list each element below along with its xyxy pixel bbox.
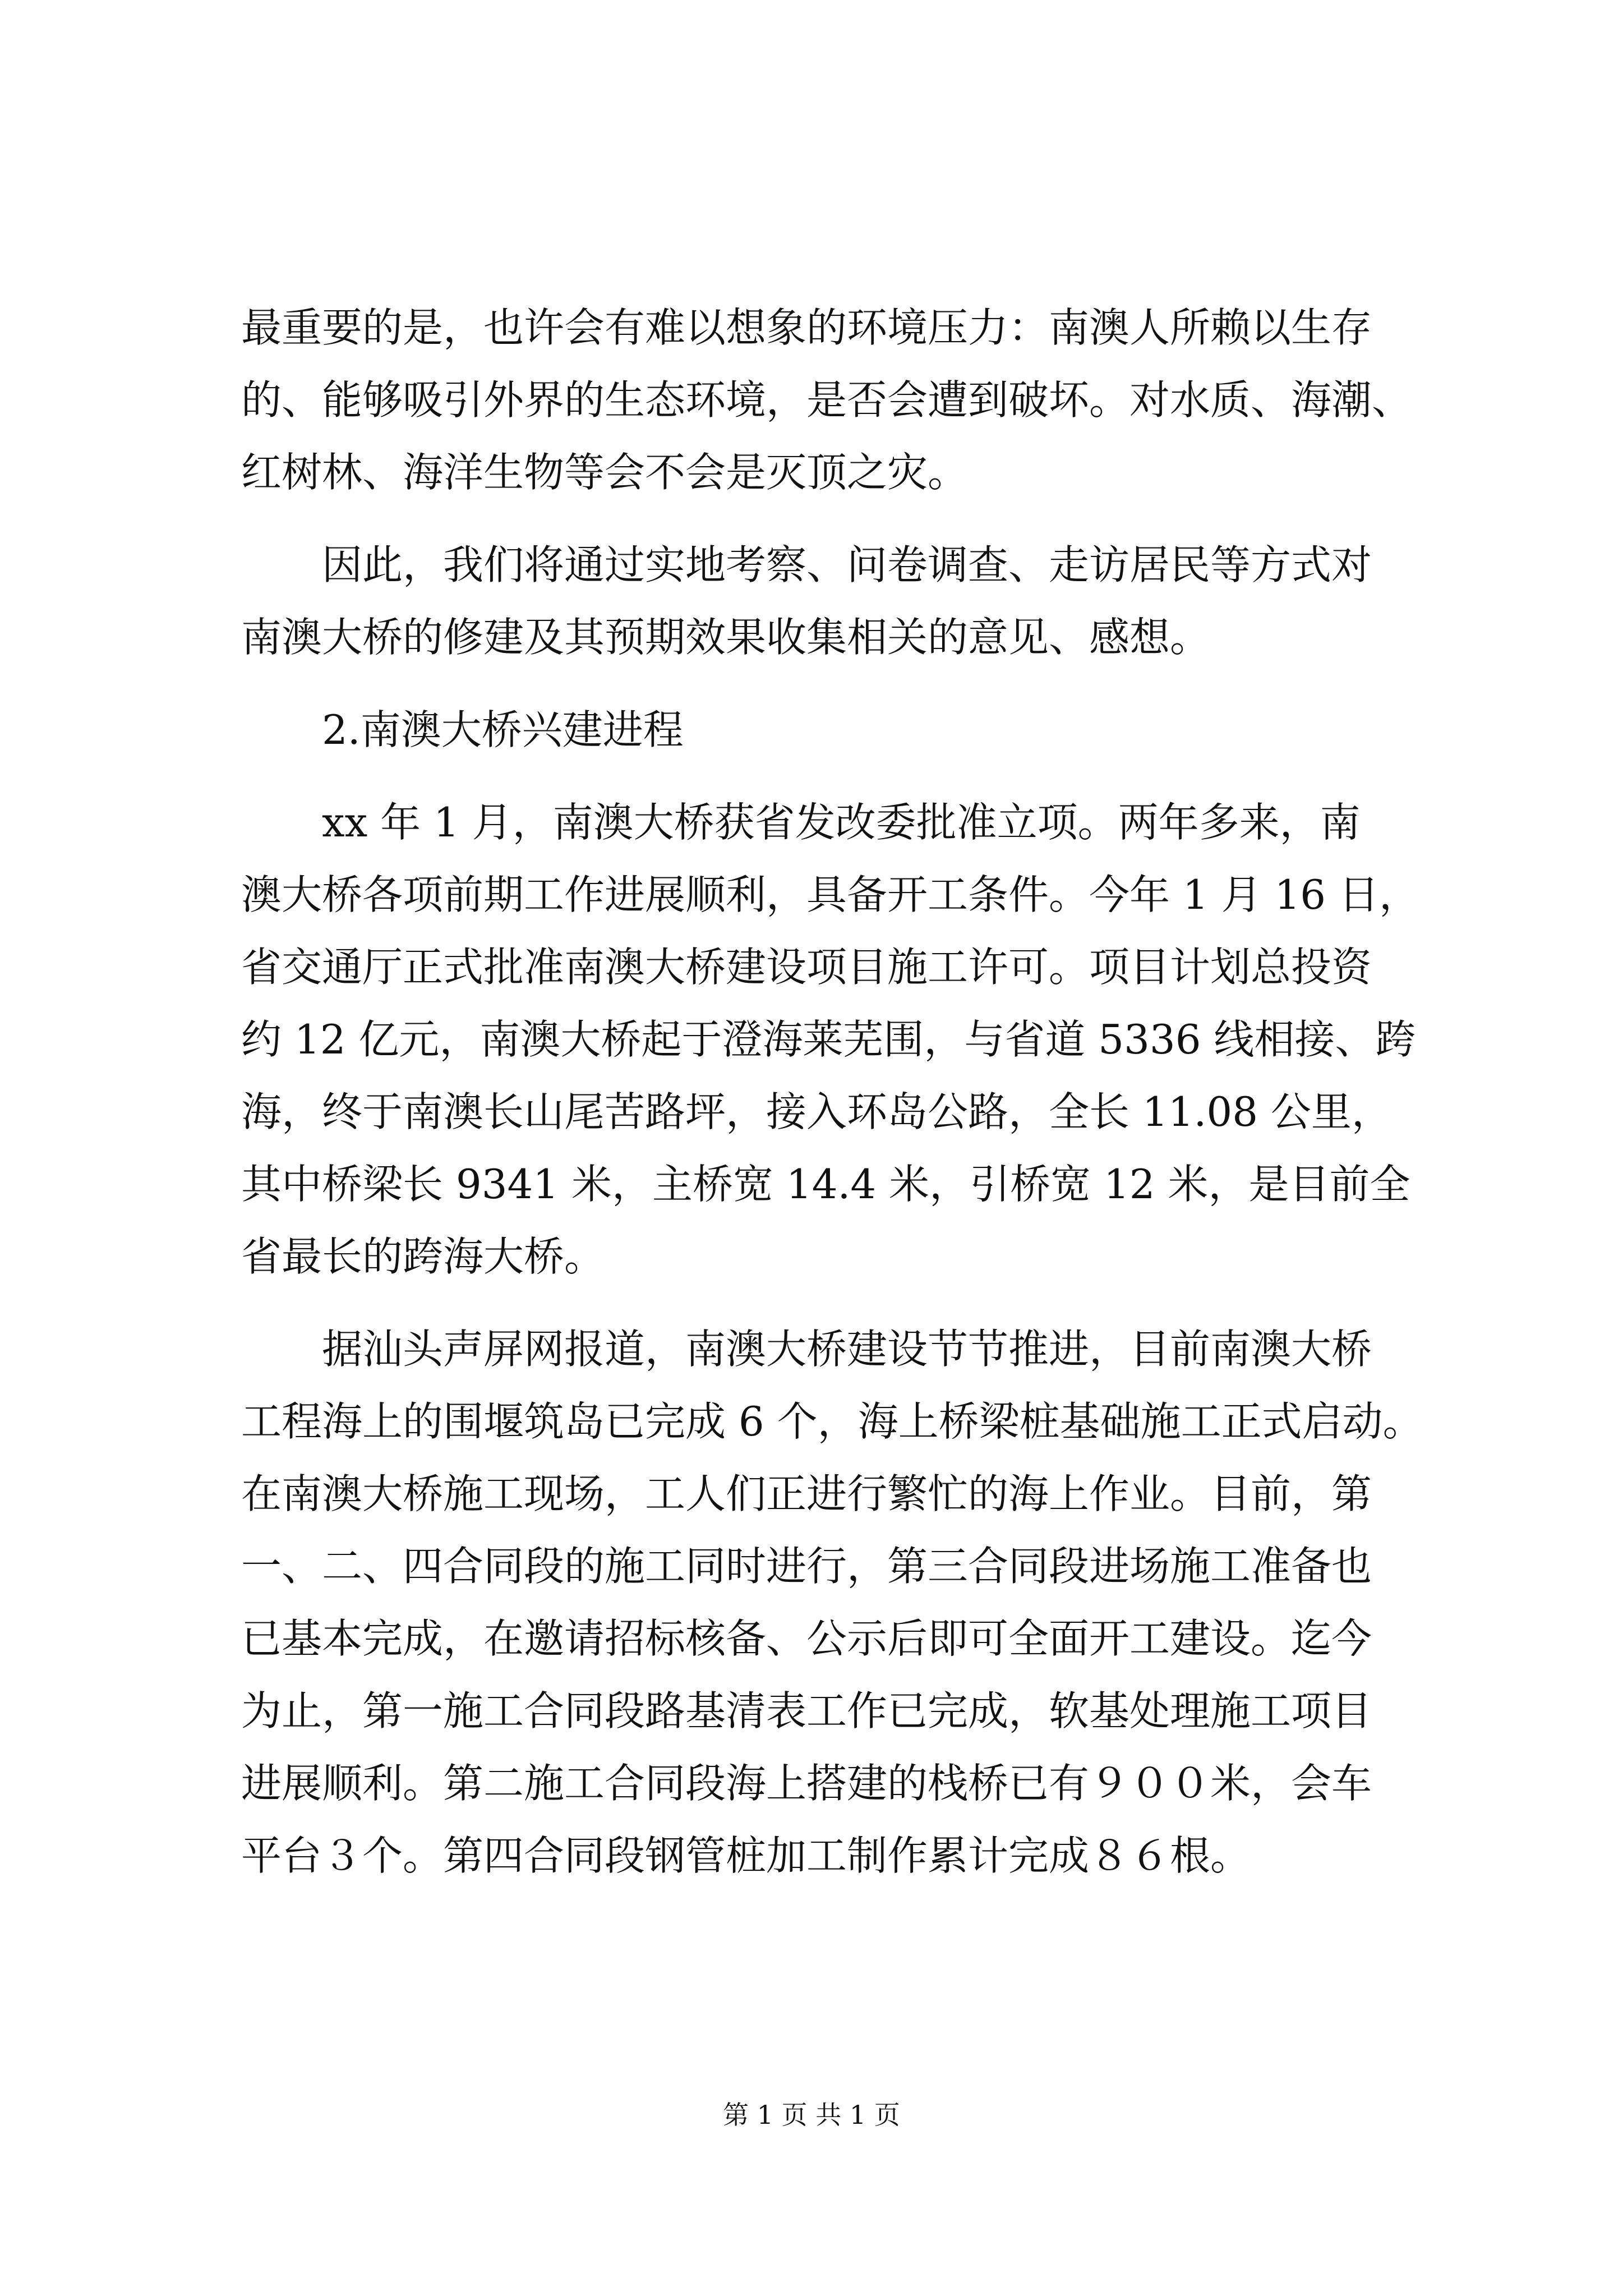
text-line: 一、二、四合同段的施工同时进行，第三合同段进场施工准备也 (241, 1543, 1372, 1590)
text-line: 工程海上的围堰筑岛已完成 6 个，海上桥梁桩基础施工正式启动。 (241, 1398, 1423, 1445)
text-line: 省交通厅正式批准南澳大桥建设项目施工许可。项目计划总投资 (241, 944, 1372, 991)
paragraph-gap (241, 509, 1399, 529)
text-line: 的、能够吸引外界的生态环境，是否会遭到破坏。对水质、海潮、 (241, 376, 1413, 424)
paragraph-research-method (241, 529, 1399, 674)
text-line: 平台３个。第四合同段钢管桩加工制作累计完成８６根。 (241, 1832, 1251, 1879)
text-line: 进展顺利。第二施工合同段海上搭建的栈桥已有９００米，会车 (241, 1760, 1372, 1807)
paragraph-bridge-approval (241, 786, 1419, 1293)
paragraph-gap (241, 1293, 1399, 1313)
text-line: 红树林、海洋生物等会不会是灭顶之灾。 (241, 449, 969, 496)
paragraph-environment-pressure (241, 292, 1413, 509)
text-line: 约 12 亿元，南澳大桥起于澄海莱芜围，与省道 5336 线相接、跨 (241, 1016, 1416, 1063)
text-line: xx 年 1 月，南澳大桥获省发改委批准立项。两年多来，南 (322, 799, 1361, 846)
text-line: 据汕头声屏网报道，南澳大桥建设节节推进，目前南澳大桥 (322, 1326, 1372, 1373)
text-line: 省最长的跨海大桥。 (241, 1233, 605, 1280)
text-line: 因此，我们将通过实地考察、问卷调查、走访居民等方式对 (322, 541, 1372, 588)
section-heading (241, 694, 1399, 766)
text-line: 海，终于南澳长山尾苦路坪，接入环岛公路，全长 11.08 公里， (241, 1088, 1392, 1135)
text-line: 澳大桥各项前期工作进展顺利，具备开工条件。今年 1 月 16 日， (241, 871, 1419, 918)
page-number-footer: 第 1 页 共 1 页 (723, 2100, 900, 2130)
text-line: 最重要的是，也许会有难以想象的环境压力：南澳人所赖以生存 (241, 304, 1372, 351)
paragraph-gap (241, 766, 1399, 786)
text-line: 南澳大桥的修建及其预期效果收集相关的意见、感想。 (241, 614, 1211, 661)
text-line: 已基本完成，在邀请招标核备、公示后即可全面开工建设。迄今 (241, 1615, 1372, 1662)
section-title: 2.南澳大桥兴建进程 (322, 706, 684, 753)
paragraph-gap (241, 674, 1399, 694)
paragraph-construction-progress (241, 1313, 1423, 1892)
document-body (241, 292, 1423, 1892)
text-line: 其中桥梁长 9341 米，主桥宽 14.4 米，引桥宽 12 米，是目前全 (241, 1161, 1410, 1208)
text-line: 在南澳大桥施工现场，工人们正进行繁忙的海上作业。目前，第 (241, 1470, 1372, 1517)
text-line: 为止，第一施工合同段路基清表工作已完成，软基处理施工项目 (241, 1687, 1372, 1734)
